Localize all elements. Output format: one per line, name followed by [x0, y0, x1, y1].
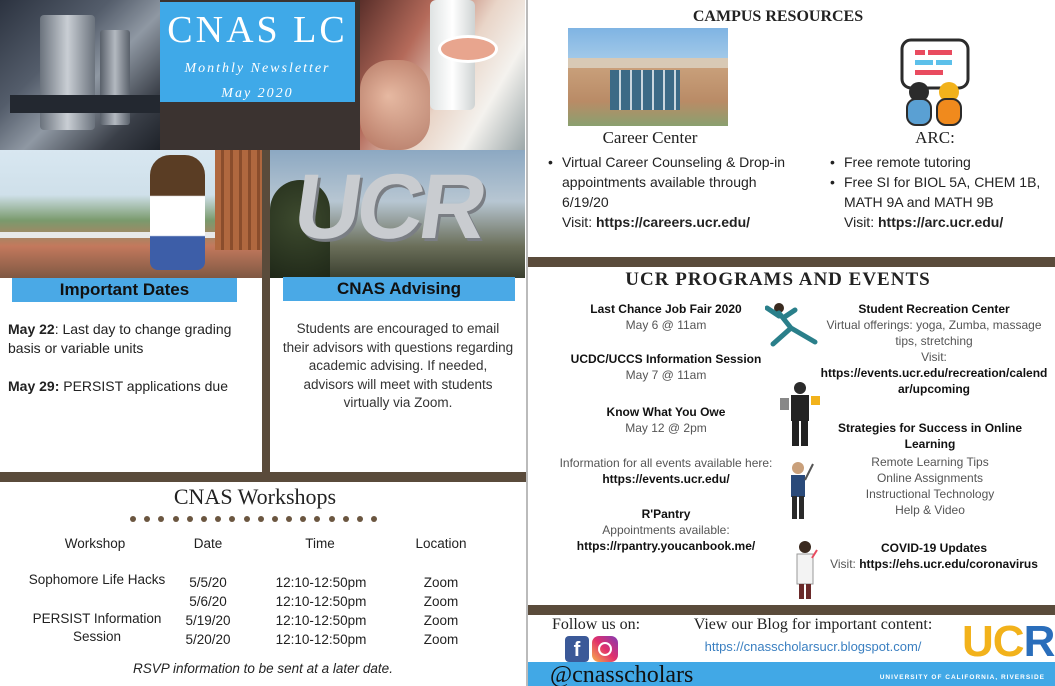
col-header-time: Time — [305, 536, 335, 551]
arc-bullet: • Free SI for BIOL 5A, CHEM 1B, MATH 9A and MATH 9B — [830, 172, 1052, 212]
career-center-info — [548, 152, 803, 232]
workshop-time: 12:10-12:50pm — [275, 594, 367, 609]
section-divider — [0, 472, 526, 482]
col-header-workshop: Workshop — [64, 536, 126, 551]
yoga-figure-icon — [765, 298, 827, 350]
campus-resources-title: CAMPUS RESOURCES — [692, 8, 864, 25]
businessman-icon — [780, 380, 820, 448]
workshop-location: Zoom — [423, 613, 459, 628]
workshop-location: Zoom — [423, 594, 459, 609]
event-student-rec-center: Student Recreation Center Virtual offerings: yoga, Zumba, massage tips, stretching Visit: https://events.ucr.edu/recreation/calendar/upcoming — [820, 302, 1048, 396]
teacher-icon — [786, 460, 814, 520]
dotted-divider — [130, 516, 377, 522]
important-dates-heading: Important Dates — [12, 278, 237, 302]
section-divider — [528, 257, 1055, 267]
workshop-location: Zoom — [423, 575, 459, 590]
newsletter-subtitle-line1: Monthly Newsletter — [184, 61, 331, 76]
arc-title: ARC: — [915, 128, 955, 147]
social-handle[interactable]: @cnasscholars — [550, 662, 694, 686]
arc-visit: Visit: https://arc.ucr.edu/ — [844, 214, 1004, 230]
career-bullet: • Virtual Career Counseling & Drop-in appointments available through 6/19/20 — [548, 152, 803, 212]
events-info: Information for all events available here: https://events.ucr.edu/ — [550, 455, 782, 487]
col-header-date: Date — [193, 536, 223, 551]
newsletter-title-box — [160, 2, 355, 102]
follow-us-label: Follow us on: — [552, 616, 641, 633]
date-item: May 29: PERSIST applications due — [8, 378, 228, 394]
arc-bullet: • Free remote tutoring — [830, 152, 1052, 172]
rsvp-note: RSVP information to be sent at a later date. — [133, 661, 393, 676]
doctor-icon — [792, 540, 818, 600]
career-visit: Visit: https://careers.ucr.edu/ — [562, 214, 751, 230]
events-link[interactable]: https://events.ucr.edu/ — [602, 472, 730, 486]
programs-title: UCR PROGRAMS AND EVENTS — [625, 269, 931, 290]
page-split — [526, 0, 528, 686]
rec-center-link[interactable]: https://events.ucr.edu/recreation/calendar/upcoming — [820, 366, 1048, 396]
event-job-fair: Last Chance Job Fair 2020 May 6 @ 11am — [590, 302, 742, 332]
col-header-location: Location — [415, 536, 467, 551]
event-ucdc-session: UCDC/UCCS Information Session May 7 @ 11am — [570, 352, 762, 382]
blog-link[interactable]: https://cnasscholarsucr.blogspot.com/ — [704, 639, 922, 654]
workshop-date: 5/6/20 — [189, 594, 227, 609]
workshop-name: Sophomore Life Hacks — [28, 572, 166, 587]
workshop-time: 12:10-12:50pm — [275, 632, 367, 647]
microscope-photo — [360, 0, 525, 150]
career-center-photo — [568, 28, 728, 126]
mascot-photo — [0, 150, 262, 278]
covid-link[interactable]: https://ehs.ucr.edu/coronavirus — [859, 557, 1038, 571]
date-item: May 22: Last day to change grading basis or variable units — [8, 321, 232, 356]
tutoring-icon — [897, 36, 973, 128]
facebook-icon[interactable]: f — [565, 636, 589, 662]
advising-body: Students are encouraged to email their advisors with questions regarding academic advising. If needed, advisors will meet with students virtually via Zoom. — [282, 321, 514, 410]
workshop-date: 5/19/20 — [185, 613, 231, 628]
arc-link[interactable]: https://arc.ucr.edu/ — [877, 214, 1004, 230]
workshop-name: PERSIST Information Session — [32, 611, 162, 644]
newsletter-subtitle-line2: May 2020 — [221, 86, 294, 101]
column-divider — [262, 150, 270, 472]
event-online-learning: Strategies for Success in Online Learning Remote Learning Tips Online Assignments Instructional Technology Help & Video — [837, 421, 1023, 517]
workshops-title: CNAS Workshops — [173, 484, 337, 509]
advising-heading: CNAS Advising — [283, 277, 515, 301]
rpantry-link[interactable]: https://rpantry.youcanbook.me/ — [576, 539, 756, 553]
workshop-location: Zoom — [423, 632, 459, 647]
newsletter-title: CNAS LC — [167, 9, 348, 51]
section-divider — [528, 605, 1055, 615]
instagram-icon[interactable] — [592, 636, 618, 662]
event-know-what-you-owe: Know What You Owe May 12 @ 2pm — [606, 405, 726, 435]
career-center-title: Career Center — [602, 128, 698, 147]
workshop-time: 12:10-12:50pm — [275, 613, 367, 628]
workshop-time: 12:10-12:50pm — [275, 575, 367, 590]
arc-info — [830, 152, 1052, 232]
workshop-date: 5/20/20 — [185, 632, 231, 647]
event-covid-updates: COVID-19 Updates Visit: https://ehs.ucr.edu/coronavirus — [830, 541, 1038, 571]
event-rpantry: R'Pantry Appointments available: https://rpantry.youcanbook.me/ — [555, 506, 777, 554]
workshop-date: 5/5/20 — [189, 575, 227, 590]
career-link[interactable]: https://careers.ucr.edu/ — [595, 214, 751, 230]
lab-equipment-photo — [0, 0, 165, 150]
blog-label: View our Blog for important content: — [693, 616, 933, 633]
ucr-logo-subtitle: UNIVERSITY OF CALIFORNIA, RIVERSIDE — [879, 674, 1045, 681]
important-dates-list — [8, 320, 258, 396]
ucr-logo: UCR — [962, 617, 1055, 666]
ucr-sign-photo: UCR — [270, 150, 525, 278]
